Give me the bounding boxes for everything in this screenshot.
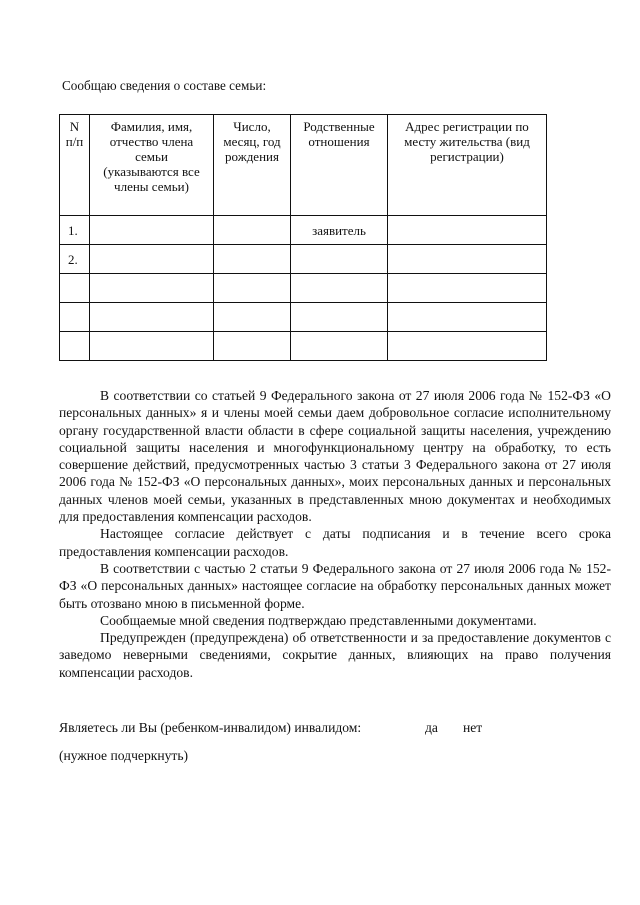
table-row bbox=[60, 216, 547, 245]
consent-text bbox=[59, 387, 611, 681]
header-birthdate-text: Число, месяц, год рождения bbox=[223, 119, 281, 164]
disability-question-text: Являетесь ли Вы (ребенком-инвалидом) инвалидом: bbox=[59, 720, 362, 735]
confirmation-paragraph: Сообщаемые мной сведения подтверждаю представленными документами. bbox=[100, 612, 537, 628]
header-relation bbox=[291, 115, 388, 216]
table-header-row bbox=[60, 115, 547, 216]
relation-cell[interactable] bbox=[291, 332, 388, 361]
header-fullname-text: Фамилия, имя, отчество члена семьи (указываются все члены семьи) bbox=[103, 119, 200, 194]
relation-cell[interactable] bbox=[291, 274, 388, 303]
underline-hint: (нужное подчеркнуть) bbox=[59, 748, 189, 763]
birth-cell[interactable] bbox=[214, 303, 291, 332]
family-table bbox=[59, 114, 547, 361]
header-number bbox=[60, 115, 90, 216]
header-birthdate bbox=[214, 115, 291, 216]
relation-cell[interactable] bbox=[291, 303, 388, 332]
birth-cell[interactable] bbox=[214, 274, 291, 303]
row-number-cell: 1. bbox=[60, 216, 90, 245]
birth-cell[interactable] bbox=[214, 332, 291, 361]
name-cell[interactable] bbox=[90, 332, 214, 361]
address-cell[interactable] bbox=[388, 332, 547, 361]
table-row bbox=[60, 274, 547, 303]
name-cell[interactable] bbox=[90, 303, 214, 332]
address-cell[interactable] bbox=[388, 216, 547, 245]
relation-cell[interactable] bbox=[291, 245, 388, 274]
address-cell[interactable] bbox=[388, 303, 547, 332]
header-number-text: N п/п bbox=[65, 119, 84, 149]
table-row bbox=[60, 332, 547, 361]
address-cell[interactable] bbox=[388, 245, 547, 274]
name-cell[interactable] bbox=[90, 216, 214, 245]
birth-cell[interactable] bbox=[214, 216, 291, 245]
row-number-cell bbox=[60, 332, 90, 361]
address-cell[interactable] bbox=[388, 274, 547, 303]
validity-paragraph: Настоящее согласие действует с даты подписания и в течение всего срока предоставления компенсации расходов. bbox=[59, 526, 611, 559]
header-address-text: Адрес регистрации по месту жительства (вид регистрации) bbox=[404, 119, 530, 164]
answer-no[interactable]: нет bbox=[463, 720, 483, 735]
name-cell[interactable] bbox=[90, 245, 214, 274]
birth-cell[interactable] bbox=[214, 245, 291, 274]
relation-cell[interactable]: заявитель bbox=[291, 216, 388, 245]
answer-yes[interactable]: да bbox=[425, 720, 438, 735]
family-intro: Сообщаю сведения о составе семьи: bbox=[62, 78, 267, 93]
row-number-cell bbox=[60, 274, 90, 303]
liability-paragraph: Предупрежден (предупреждена) об ответственности и за предоставление документов с заведомо неверными сведениями, сокрытие данных, влияющих на право получения компенсации расходов. bbox=[59, 630, 611, 680]
name-cell[interactable] bbox=[90, 274, 214, 303]
consent-paragraph: В соответствии со статьей 9 Федерального закона от 27 июля 2006 года № 152-ФЗ «О персональных данных» я и члены моей семьи даем добровольное согласие исполнительному органу государственной власти области в сфере социальной защиты населения, учреждению социальной защиты населения и многофункциональному центру на обработку, то есть совершение действий, предусмотренных частью 3 статьи 3 Федерального закона от 27 июля 2006 года № 152-ФЗ «О персональных данных», моих персональных данных и персональных данных членов моей семьи, указанных в представленных мною документах и необходимых для предоставления компенсации расходов. bbox=[59, 388, 611, 525]
revocation-paragraph: В соответствии с частью 2 статьи 9 Федерального закона от 27 июля 2006 года № 152-ФЗ «О персональных данных» настоящее согласие на обработку персональных данных может быть отозвано мною в письменной форме. bbox=[59, 560, 611, 611]
header-address bbox=[388, 115, 547, 216]
table-row bbox=[60, 303, 547, 332]
row-number-cell bbox=[60, 303, 90, 332]
header-relation-text: Родственные отношения bbox=[303, 119, 375, 149]
table-row bbox=[60, 245, 547, 274]
row-number-cell: 2. bbox=[60, 245, 90, 274]
disability-question bbox=[59, 720, 483, 736]
header-fullname bbox=[90, 115, 214, 216]
